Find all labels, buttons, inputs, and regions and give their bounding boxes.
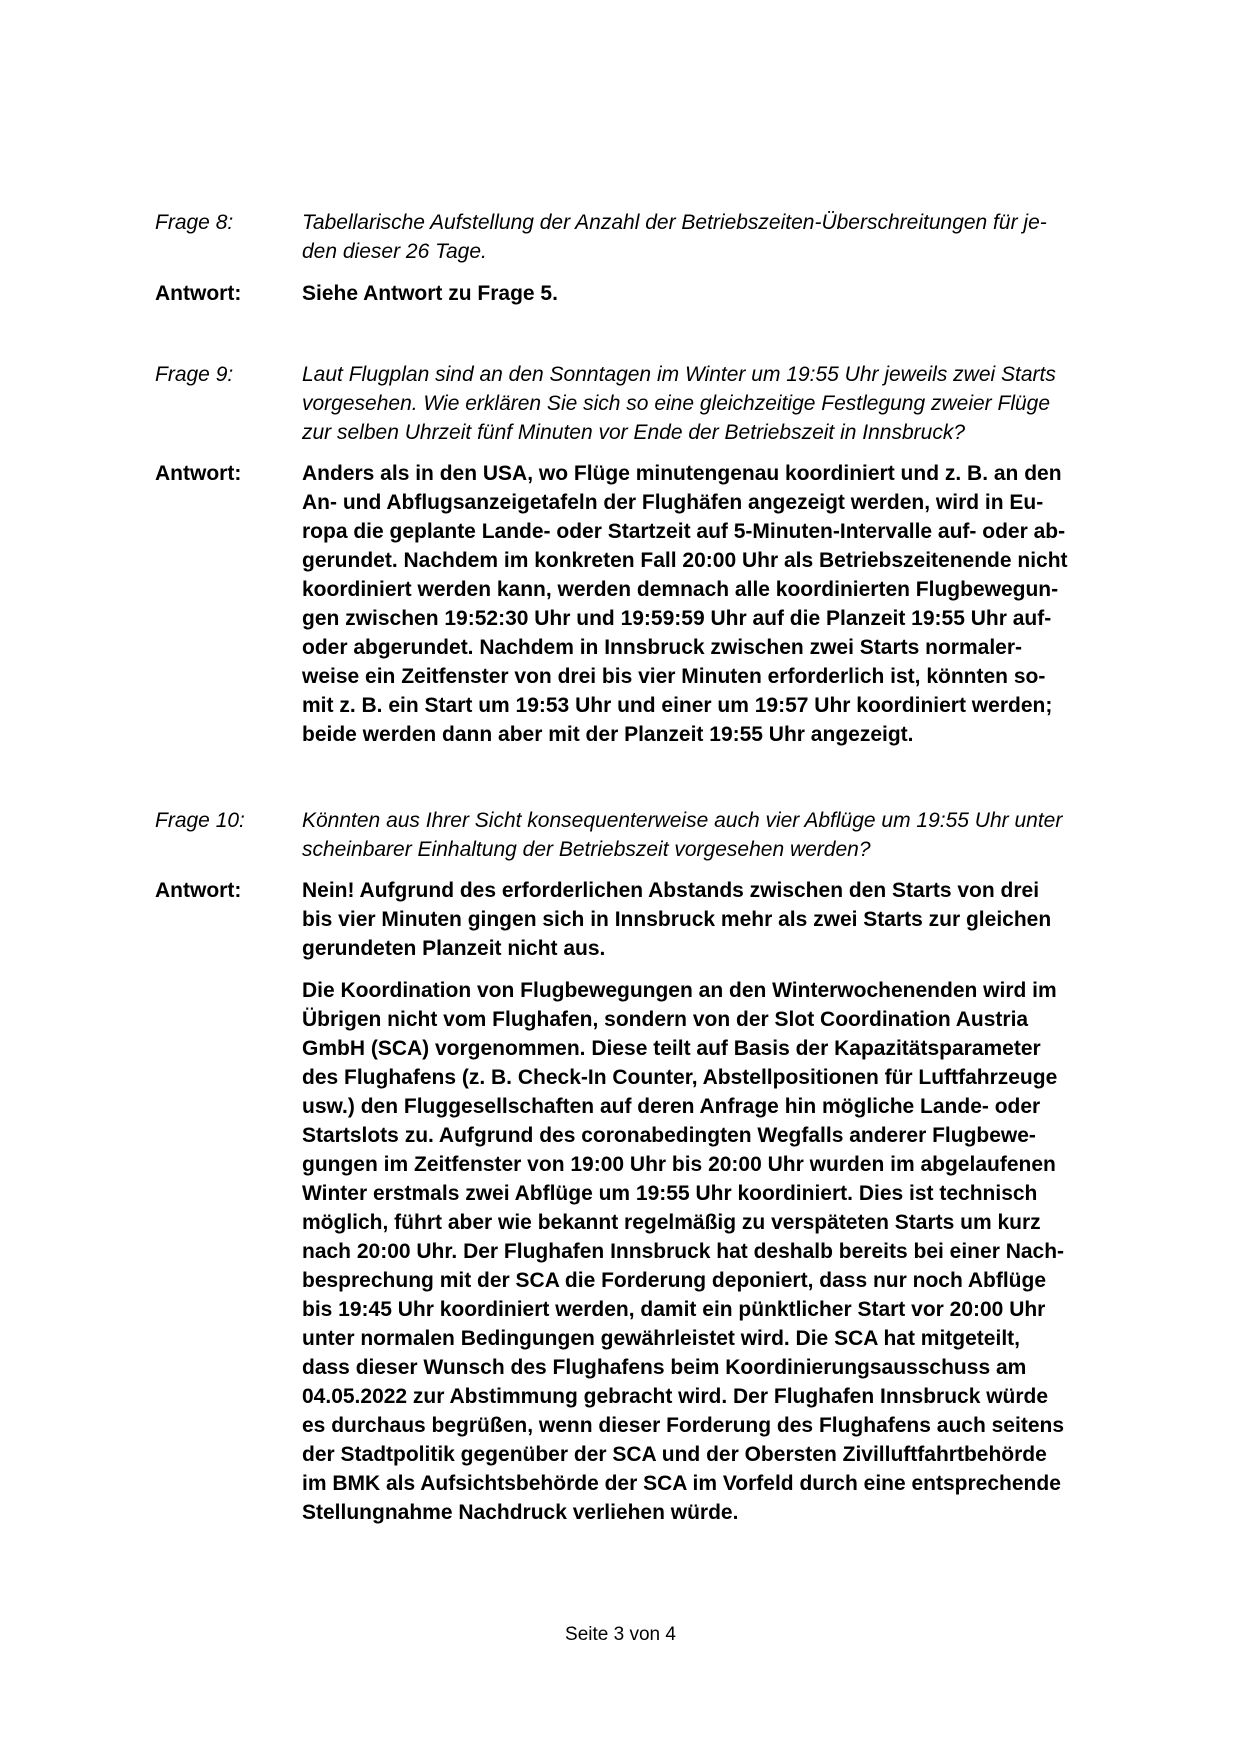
text-line: koordiniert werden kann, werden demnach alle koordinierten Flugbewegun- <box>302 578 1059 601</box>
question-10-text <box>302 806 1241 864</box>
answer-8-label: Antwort: <box>155 282 242 305</box>
text-line: gen zwischen 19:52:30 Uhr und 19:59:59 Uhr auf die Planzeit 19:55 Uhr auf- <box>302 607 1052 630</box>
text-line: gerundet. Nachdem im konkreten Fall 20:00 Uhr als Betriebszeitenende nicht <box>302 549 1068 572</box>
answer-10-label: Antwort: <box>155 879 242 902</box>
text-line: beide werden dann aber mit der Planzeit 19:55 Uhr angezeigt. <box>302 723 914 746</box>
text-line: Nein! Aufgrund des erforderlichen Abstands zwischen den Starts von drei <box>302 879 1040 902</box>
text-line: es durchaus begrüßen, wenn dieser Forderung des Flughafens auch seitens <box>302 1414 1064 1437</box>
answer-10-text <box>302 876 1241 1527</box>
text-line: mit z. B. ein Start um 19:53 Uhr und einer um 19:57 Uhr koordiniert werden; <box>302 694 1053 717</box>
text-line: Siehe Antwort zu Frage 5. <box>302 282 558 305</box>
text-line: Laut Flugplan sind an den Sonntagen im Winter um 19:55 Uhr jeweils zwei Starts <box>302 363 1056 386</box>
text-line: weise ein Zeitfenster von drei bis vier Minuten erforderlich ist, könnten so- <box>302 665 1046 688</box>
text-line: Übrigen nicht vom Flughafen, sondern von der Slot Coordination Austria <box>302 1008 1029 1031</box>
text-line: bis vier Minuten gingen sich in Innsbruck mehr als zwei Starts zur gleichen <box>302 908 1052 931</box>
text-line: dass dieser Wunsch des Flughafens beim Koordinierungsausschuss am <box>302 1356 1027 1379</box>
text-line: Winter erstmals zwei Abflüge um 19:55 Uhr koordiniert. Dies ist technisch <box>302 1182 1038 1205</box>
answer-10-paragraph-1 <box>302 876 1241 963</box>
question-8-text <box>302 208 1241 266</box>
answer-10 <box>155 876 1155 1527</box>
text-line: Tabellarische Aufstellung der Anzahl der Betriebszeiten-Überschreitungen für je- <box>302 211 1047 234</box>
answer-8-text <box>302 279 1241 308</box>
text-line: vorgesehen. Wie erklären Sie sich so eine gleichzeitige Festlegung zweier Flüge <box>302 392 1051 415</box>
question-9-text <box>302 360 1241 447</box>
text-line: An- und Abflugsanzeigetafeln der Flughäfen angezeigt werden, wird in Eu- <box>302 491 1044 514</box>
question-9-label: Frage 9: <box>155 363 234 386</box>
text-line: des Flughafens (z. B. Check-In Counter, Abstellpositionen für Luftfahrzeuge <box>302 1066 1058 1089</box>
text-line: Die Koordination von Flugbewegungen an den Winterwochenenden wird im <box>302 979 1057 1002</box>
text-line: GmbH (SCA) vorgenommen. Diese teilt auf Basis der Kapazitätsparameter <box>302 1037 1041 1060</box>
question-8-label: Frage 8: <box>155 211 234 234</box>
answer-9-label: Antwort: <box>155 462 242 485</box>
answer-8 <box>155 279 1155 308</box>
text-line: zur selben Uhrzeit fünf Minuten vor Ende der Betriebszeit in Innsbruck? <box>302 421 966 444</box>
text-line: nach 20:00 Uhr. Der Flughafen Innsbruck hat deshalb bereits bei einer Nach- <box>302 1240 1065 1263</box>
text-line: den dieser 26 Tage. <box>302 240 487 263</box>
answer-9 <box>155 459 1155 749</box>
text-line: 04.05.2022 zur Abstimmung gebracht wird. Der Flughafen Innsbruck würde <box>302 1385 1049 1408</box>
question-8 <box>155 208 1155 266</box>
question-10-label: Frage 10: <box>155 809 245 832</box>
text-line: oder abgerundet. Nachdem in Innsbruck zwischen zwei Starts normaler- <box>302 636 1022 659</box>
text-line: besprechung mit der SCA die Forderung deponiert, dass nur noch Abflüge <box>302 1269 1047 1292</box>
text-line: ropa die geplante Lande- oder Startzeit auf 5-Minuten-Intervalle auf- oder ab- <box>302 520 1066 543</box>
text-line: unter normalen Bedingungen gewährleistet wird. Die SCA hat mitgeteilt, <box>302 1327 1020 1350</box>
text-line: der Stadtpolitik gegenüber der SCA und der Obersten Zivilluftfahrtbehörde <box>302 1443 1047 1466</box>
text-line: im BMK als Aufsichtsbehörde der SCA im Vorfeld durch eine entsprechende <box>302 1472 1061 1495</box>
answer-9-text <box>302 459 1241 749</box>
text-line: möglich, führt aber wie bekannt regelmäßig zu verspäteten Starts um kurz <box>302 1211 1041 1234</box>
text-line: scheinbarer Einhaltung der Betriebszeit vorgesehen werden? <box>302 838 871 861</box>
text-line: gerundeten Planzeit nicht aus. <box>302 937 606 960</box>
text-line: Stellungnahme Nachdruck verliehen würde. <box>302 1501 739 1524</box>
page-number: Seite 3 von 4 <box>565 1624 676 1645</box>
answer-10-paragraph-2 <box>302 976 1241 1527</box>
text-line: Anders als in den USA, wo Flüge minutengenau koordiniert und z. B. an den <box>302 462 1062 485</box>
question-10 <box>155 806 1155 864</box>
text-line: usw.) den Fluggesellschaften auf deren Anfrage hin mögliche Lande- oder <box>302 1095 1041 1118</box>
text-line: gungen im Zeitfenster von 19:00 Uhr bis 20:00 Uhr wurden im abgelaufenen <box>302 1153 1056 1176</box>
question-9 <box>155 360 1155 447</box>
text-line: bis 19:45 Uhr koordiniert werden, damit ein pünktlicher Start vor 20:00 Uhr <box>302 1298 1046 1321</box>
text-line: Könnten aus Ihrer Sicht konsequenterweise auch vier Abflüge um 19:55 Uhr unter <box>302 809 1063 832</box>
text-line: Startslots zu. Aufgrund des coronabedingten Wegfalls anderer Flugbewe- <box>302 1124 1036 1147</box>
